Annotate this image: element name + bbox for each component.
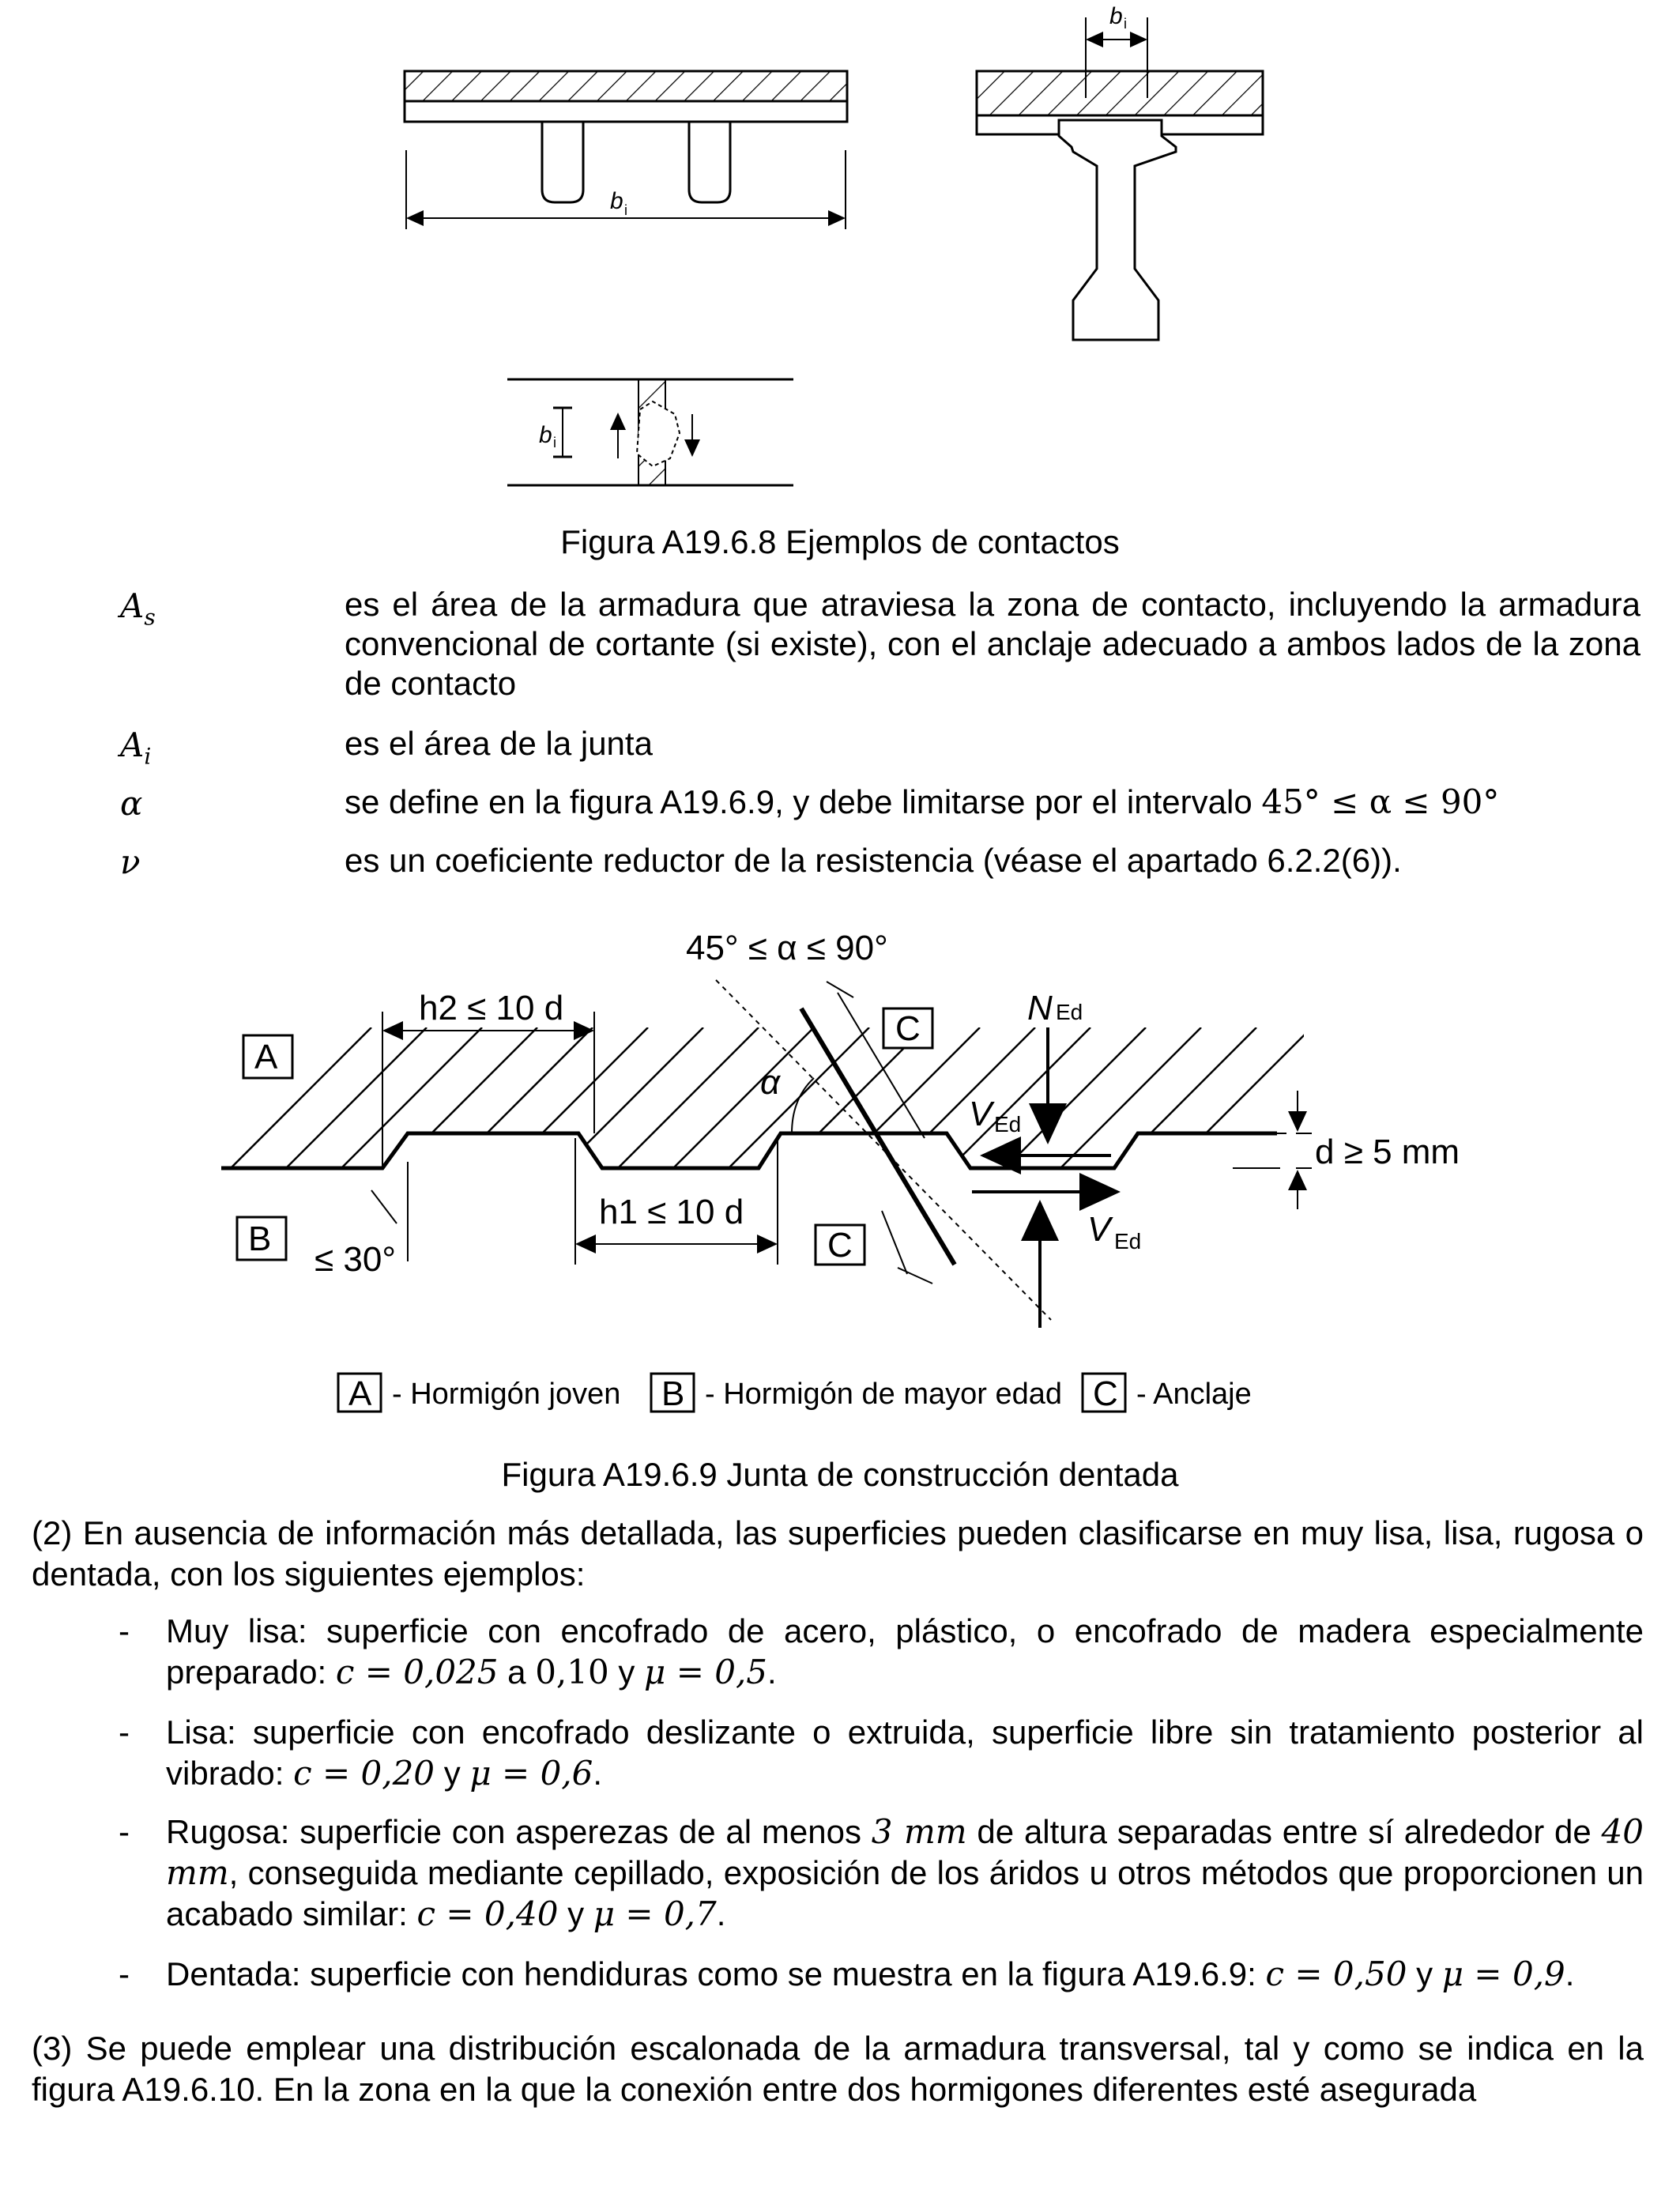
width-label-joint: b [539,422,552,448]
angle-range-label: 45° ≤ α ≤ 90° [686,929,888,967]
h2-label: h2 ≤ 10 d [419,989,564,1027]
figure-9-caption: Figura A19.6.9 Junta de construcción dentada [501,1456,1179,1493]
list-item-rugosa: Rugosa: superficie con asperezas de al menos 3 mm de altura separadas entre sí alrededor de 40 mm, conseguida mediante cepillado, exposición de los áridos u otros métodos que proporcionen un acabado similar: c = 0,40 y μ = 0,7. [166,1812,1644,1933]
figure-a19-6-8 [0,0,1680,522]
svg-text:C: C [895,1009,921,1048]
svg-text:C: C [827,1226,853,1265]
symbol-Ai: $A_i$ [120,726,152,770]
list-dash: - [119,1813,130,1850]
paragraph-2: (2) En ausencia de información más detallada, las superficies pueden clasificarse en muy lisa, lisa, rugosa o dentada, con los siguientes ejemplos: [32,1514,1644,1593]
list-dash: - [119,1955,130,1992]
list-item-muy-lisa: Muy lisa: superficie con encofrado de acero, plástico, o encofrado de madera especialmente preparado: c = 0,025 a 0,10 y μ = 0,5. [166,1612,1644,1691]
shear-force-sub-upper: Ed [994,1112,1022,1137]
width-label-right-sub: i [1124,16,1127,32]
figure-8-caption: Figura A19.6.8 Ejemplos de contactos [560,523,1120,560]
list-dash: - [119,1713,130,1751]
label-box-C-bottom [816,1225,864,1265]
figure-legend [338,1374,1252,1413]
slope-label: ≤ 30° [315,1240,396,1279]
slab-joint-diagram [507,379,793,485]
width-label-right: b [1109,3,1123,29]
svg-text:C: C [1093,1374,1118,1413]
svg-text:B: B [248,1220,272,1258]
label-box-B [237,1217,286,1260]
label-box-A [243,1035,292,1078]
list-item-dentada: Dentada: superficie con hendiduras como se muestra en la figura A19.6.9: c = 0,50 y μ = 0,9. [166,1955,1575,1993]
definition-alpha: se define en la figura A19.6.9, y debe limitarse por el intervalo 45° ≤ α ≤ 90° [345,782,1500,821]
svg-text:- Hormigón de mayor edad: - Hormigón de mayor edad [705,1378,1062,1411]
label-box-C-top [883,1008,932,1048]
svg-text:B: B [661,1374,685,1413]
list-item-lisa: Lisa: superficie con encofrado deslizante o extruida, superficie libre sin tratamiento posterior al vibrado: c = 0,20 y μ = 0,6. [166,1713,1644,1793]
list-dash: - [119,1612,130,1649]
shear-force-label-upper: V [969,1095,993,1133]
definition-As: es el área de la armadura que atraviesa la zona de contacto, incluyendo la armadura convencional de cortante (si existe), con el anclaje adecuado a ambos lados de la zona de contacto [345,586,1640,702]
svg-text:A: A [348,1374,372,1413]
normal-force-sub: Ed [1056,1000,1083,1024]
width-label-left: b [610,188,623,214]
alpha-label: α [760,1063,781,1102]
width-label-left-sub: i [624,202,627,218]
normal-force-label: N [1027,989,1053,1027]
definition-nu: es un coeficiente reductor de la resistencia (véase el apartado 6.2.2(6)). [345,842,1402,879]
joint-profile [221,1133,1277,1168]
paragraph-3: (3) Se puede emplear una distribución escalonada de la armadura transversal, tal y como se indica en la figura A19.6.10. En la zona en la que la conexión entre dos hormigones diferentes esté asegurada [32,2030,1644,2108]
shear-force-label-lower: V [1087,1210,1111,1249]
i-beam-diagram [977,3,1263,340]
width-label-joint-sub: i [553,435,556,450]
symbol-As: $A_s$ [120,586,156,631]
symbol-alpha: α [120,784,143,823]
figure-a19-6-9 [0,909,1680,1446]
h1-label: h1 ≤ 10 d [599,1193,744,1231]
svg-text:A: A [254,1038,278,1076]
svg-text:- Hormigón joven: - Hormigón joven [392,1378,621,1411]
definition-Ai: es el área de la junta [345,725,653,762]
ribbed-slab-diagram [405,71,847,229]
symbol-nu: ν [120,843,141,881]
depth-label: d ≥ 5 mm [1315,1133,1460,1171]
svg-text:- Anclaje: - Anclaje [1136,1378,1252,1411]
shear-force-sub-lower: Ed [1114,1229,1142,1253]
